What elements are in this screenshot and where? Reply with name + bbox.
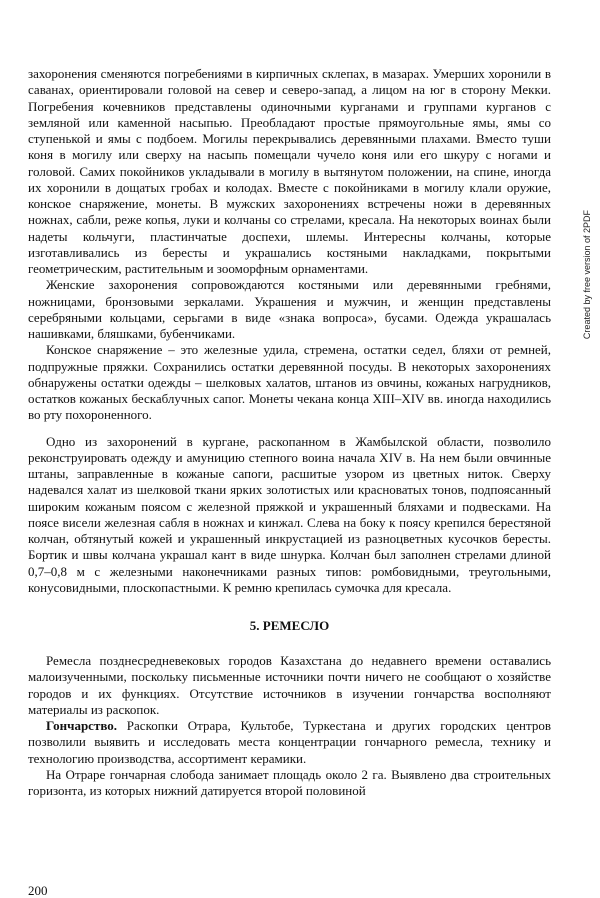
paragraph-female-burials: Женские захоронения сопровождаются костяными или деревянными гребнями, ножницами, бронзовыми зеркалами. Украшения и мужчин, и женщин представлены серебряными кольцами, серьгами в виде «знака вопроса», бусами. Одежда украшалась нашивками, бляшками, бубенчиками. (28, 277, 551, 341)
pottery-text: Раскопки Отрара, Культобе, Туркестана и других городских центров позволили выявить и исследовать места концентрации гончарного ремесла, технику и технологию производства, ассортимент керамики. (28, 718, 551, 766)
paragraph-horse-equipment: Конское снаряжение – это железные удила, стремена, остатки седел, бляхи от ремней, подпружные пряжки. Сохранились остатки деревянной посуды. В некоторых захоронениях обнаружены остатки одежды – шелковых халатов, штанов из овчины, кожаных нагрудников, остатков кожаных бескаблучных сапог. Монеты чекана конца XIII–XIV вв. иногда находились во рту похороненного. (28, 342, 551, 423)
watermark-text: Created by free version of 2PDF (582, 210, 592, 340)
page-body (28, 66, 551, 799)
pottery-term: Гончарство. (46, 718, 118, 733)
paragraph-crafts-intro: Ремесла позднесредневековых городов Казахстана до недавнего времени оставались малоизученными, поскольку письменные источники почти ничего не сообщают о хозяйстве городов и их функциях. Отсутствие источников в изучении гончарства восполняют материалы из раскопок. (28, 653, 551, 717)
page-number: 200 (28, 883, 48, 898)
paragraph-pottery (28, 718, 551, 767)
section-heading: 5. РЕМЕСЛО (249, 618, 330, 633)
paragraph-burials: захоронения сменяются погребениями в кирпичных склепах, в мазарах. Умерших хоронили в саванах, ориентировали головой на север и северо-запад, а лицом на юг в сторону Мекки. Погребения кочевников представлены одиночными курганами и группами курганов с земляной или каменной насыпью. Преобладают простые прямоугольные ямы, ямы со ступенькой и ямы с подбоем. Могилы перекрывались деревянными плахами. Вместо туши коня в могилу или сверху на насыпь помещали чучело коня или его шкуру с ногами и головой. Самих покойников укладывали в могилу в вытянутом положении, на спине, иногда их хоронили в дощатых гробах и колодах. Вместе с покойниками в могилу клали оружие, конское снаряжение, монеты. В мужских захоронениях встречены ножи в деревянных ножнах, сабли, реже копья, луки и колчаны со стрелами, кресала. На некоторых воинах были надеты кольчуги, пластинчатые доспехи, шлемы. Интересны колчаны, которые изготавливались из бересты и украшались костяными накладками, покрытыми геометрическим, растительным и зооморфным орнаментами. (28, 66, 551, 276)
paragraph-warrior-reconstruction: Одно из захоронений в кургане, раскопанном в Жамбылской области, позволило реконструировать одежду и амуницию степного воина начала XIV в. На нем были овчинные штаны, заправленные в кожаные сапоги, расшитые узором из цветных ниток. Сверху надевался халат из шелковой ткани ярких золотистых или красноватых тонов, подпоясанный широким кожаным поясом с железной пряжкой и украшенный бляхами и подвесками. На поясе висели железная сабля в ножнах и кинжал. Слева на боку к поясу крепился берестяной колчан, обтянутый кожей и украшенный инкрустацией из разноцветных кусочков бересты. Бортик и швы колчана украшал кант в виде шнурка. Колчан был заполнен стрелами длиной 0,7–0,8 м с железными наконечниками разных типов: ромбовидными, треугольными, конусовидными, плоскопастными. К ремню крепилась сумочка для кресала. (28, 433, 551, 595)
paragraph-otrar: На Отраре гончарная слобода занимает площадь около 2 га. Выявлено два строительных горизонта, из которых нижний датируется второй половиной (28, 766, 551, 798)
